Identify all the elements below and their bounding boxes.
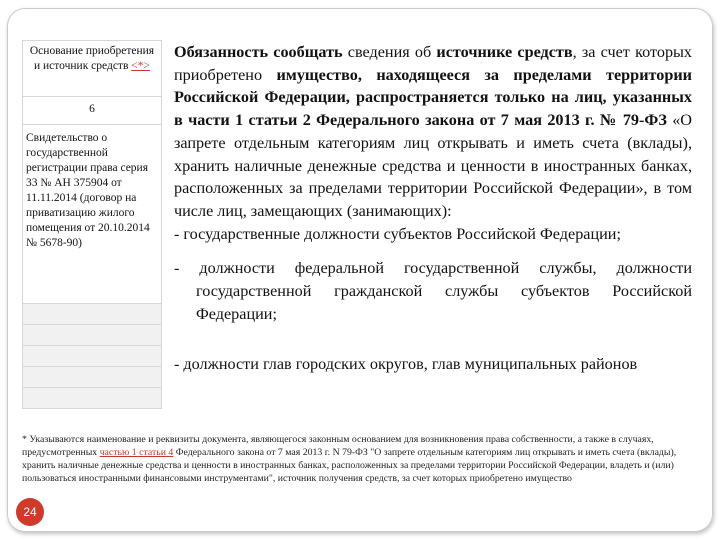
empty-cell <box>23 367 162 388</box>
footnote <box>22 433 698 485</box>
bold-phrase: имущество, находящееся за пределами территории Российской Федерации, распространяется только на лиц, указанных в части 1 статьи 2 Федерального закона от 7 мая 2013 г. № 79-ФЗ <box>174 65 693 130</box>
bold-phrase: Обязанность сообщать <box>174 43 343 61</box>
basis-header-text: Основание приобретения и источник средств <box>29 45 155 72</box>
table-row <box>23 367 162 388</box>
basis-header-cell <box>23 41 162 97</box>
table-row <box>23 346 162 367</box>
table-row <box>23 388 162 409</box>
table-row <box>23 325 162 346</box>
empty-cell <box>23 388 162 409</box>
footnote-text: Федерального закона от 7 мая 2013 г. N 79-ФЗ "О запрете отдельным категориям лиц открывать и иметь счета (вклады), хранить наличные денежные средства и ценности в иностранных банках, расположенных за пределами территории Российской Федерации, владеть и (или) пользоваться иностранными финансовыми инструментами", источник получения средств, за счет которых приобретено имущество <box>22 447 677 484</box>
list-item: - должности глав городских округов, глав муниципальных районов <box>174 355 638 374</box>
table-row <box>23 97 162 125</box>
text-run: , за счет которых приобретено <box>174 43 693 84</box>
empty-cell <box>23 325 162 346</box>
table-row <box>23 41 162 97</box>
table-row <box>23 125 162 304</box>
column-number-cell: 6 <box>23 97 162 125</box>
page-number-badge: 24 <box>16 498 44 526</box>
law-article-link[interactable]: частью 1 статьи 4 <box>99 447 174 458</box>
footnote-text: * Указываются наименование и реквизиты документа, являющегося законным основанием для возникновения права собственности, а также в случаях, предусмотренных <box>22 434 654 458</box>
bold-phrase: источнике средств <box>436 43 573 61</box>
certificate-cell: Свидетельство о государственной регистрации права серия 33 № АН 375904 от 11.11.2014 (договор на приватизацию жилого помещения от 20.10.2014 № 5678-90) <box>23 125 162 304</box>
empty-cell <box>23 346 162 367</box>
table-row <box>23 304 162 325</box>
empty-cell <box>23 304 162 325</box>
text-run: «О запрете отдельным категориям лиц открывать и иметь счета (вклады), хранить наличные денежные средства и ценности в иностранных банках, расположенных за пределами территории Российской Федерации», в том числе лиц, замещающих (занимающих): <box>174 111 692 220</box>
property-table-fragment <box>22 40 162 409</box>
text-run: сведения об <box>342 43 437 61</box>
intro-paragraph <box>174 41 692 223</box>
footnote-ref-link[interactable]: <*> <box>131 60 150 72</box>
list-item: - государственные должности субъектов Российской Федерации; <box>174 224 621 243</box>
list-item: - должности федеральной государственной службы, должности государственной гражданской службы субъектов Российской Федерации; <box>174 259 692 323</box>
main-text-block <box>174 41 692 376</box>
